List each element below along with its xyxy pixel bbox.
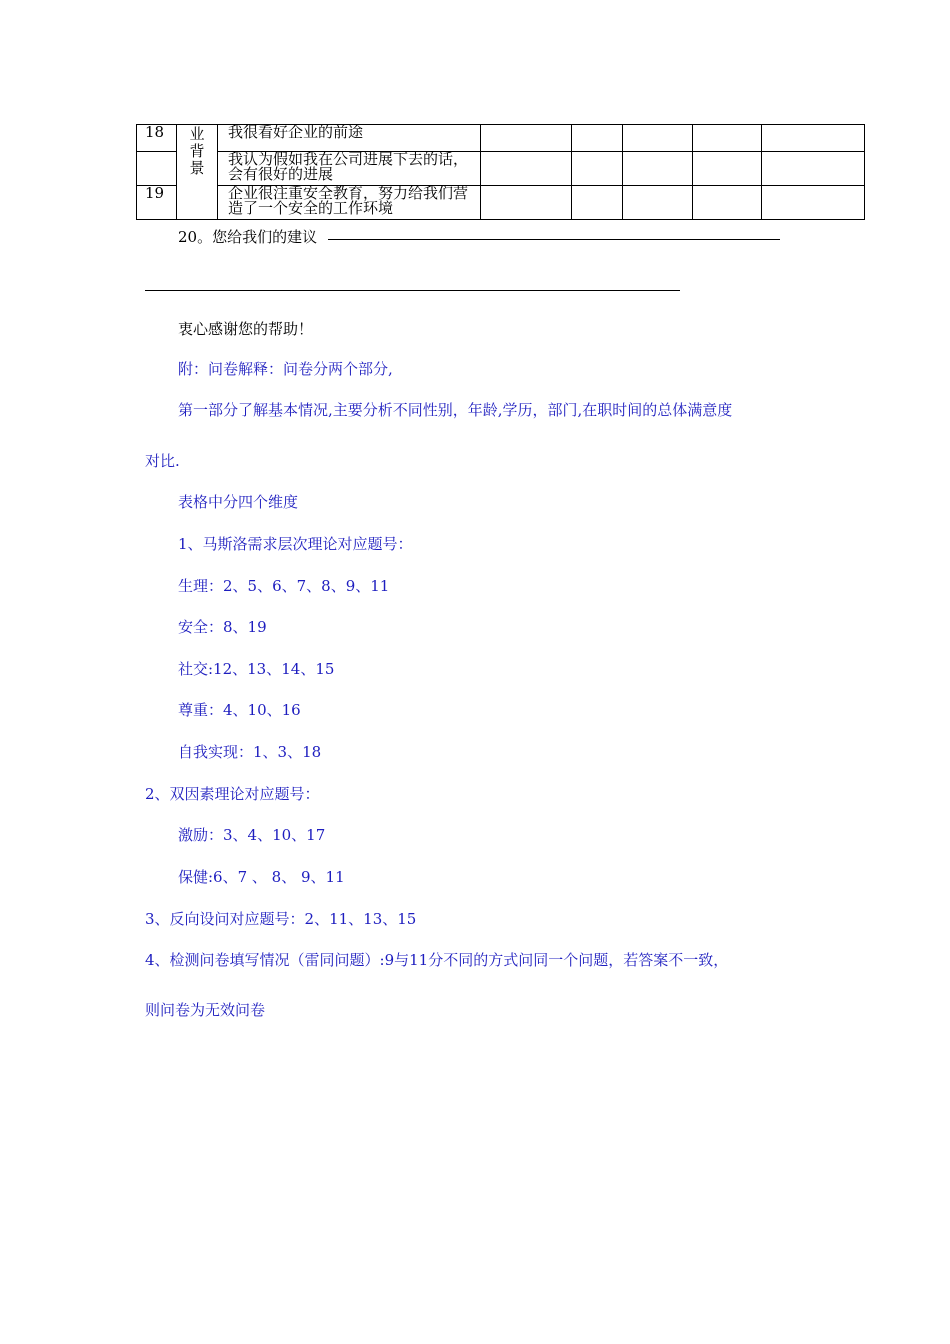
- rating-cell[interactable]: [572, 186, 623, 220]
- rating-cell[interactable]: [762, 186, 865, 220]
- rating-cell[interactable]: [693, 186, 762, 220]
- question-number: 19: [137, 186, 177, 220]
- rating-cell[interactable]: [762, 125, 865, 152]
- question-text: 企业很注重安全教育，努力给我们营造了一个安全的工作环境: [218, 186, 481, 220]
- appendix-intro: 附：问卷解释：问卷分两个部分,: [178, 360, 393, 378]
- suggestion-input-line-1[interactable]: [328, 239, 780, 240]
- check-questions: 4、检测问卷填写情况（雷同问题）:9与11分不同的方式问同一个问题，若答案不一致，: [145, 951, 729, 969]
- self-actualization-item: 自我实现：1、3、18: [178, 743, 322, 761]
- table-row: [137, 125, 865, 152]
- rating-cell[interactable]: [693, 152, 762, 186]
- rating-cell[interactable]: [481, 186, 572, 220]
- question-number: 18: [137, 125, 177, 152]
- category-cell: [177, 125, 218, 220]
- safety-item: 安全：8、19: [178, 618, 267, 636]
- category-label: 业背景: [189, 125, 205, 177]
- survey-table: [136, 124, 865, 220]
- rating-cell[interactable]: [481, 152, 572, 186]
- hygiene-item: 保健:6、7 、 8、 9、11: [178, 868, 345, 886]
- question-number: [137, 152, 177, 186]
- maslow-title: 1、马斯洛需求层次理论对应题号：: [178, 535, 413, 553]
- two-factor-title: 2、双因素理论对应题号：: [145, 785, 320, 803]
- rating-cell[interactable]: [762, 152, 865, 186]
- question-text: 我很看好企业的前途: [218, 125, 481, 152]
- dimensions-intro: 表格中分四个维度: [178, 493, 299, 511]
- motivation-item: 激励：3、4、10、17: [178, 826, 326, 844]
- rating-cell[interactable]: [623, 125, 693, 152]
- part1-text: 第一部分了解基本情况,主要分析不同性别，年龄,学历，部门,在职时间的总体满意度: [178, 401, 733, 419]
- rating-cell[interactable]: [481, 125, 572, 152]
- social-item: 社交:12、13、14、15: [178, 660, 335, 678]
- question-text: 我认为假如我在公司进展下去的话，会有很好的进展: [218, 152, 481, 186]
- rating-cell[interactable]: [623, 186, 693, 220]
- physiological-item: 生理：2、5、6、7、8、9、11: [178, 577, 390, 595]
- rating-cell[interactable]: [572, 125, 623, 152]
- reverse-questions: 3、反向设问对应题号：2、11、13、15: [145, 910, 417, 928]
- rating-cell[interactable]: [623, 152, 693, 186]
- rating-cell[interactable]: [572, 152, 623, 186]
- esteem-item: 尊重：4、10、16: [178, 701, 301, 719]
- suggestion-input-line-2[interactable]: [145, 290, 680, 291]
- rating-cell[interactable]: [693, 125, 762, 152]
- thanks-text: 衷心感谢您的帮助！: [178, 320, 314, 338]
- table-row: [137, 152, 865, 186]
- table-row: [137, 186, 865, 220]
- question-20-label: 20。您给我们的建议: [178, 228, 318, 246]
- check-questions-cont: 则问卷为无效问卷: [145, 1001, 266, 1019]
- part1-text-cont: 对比.: [145, 452, 180, 470]
